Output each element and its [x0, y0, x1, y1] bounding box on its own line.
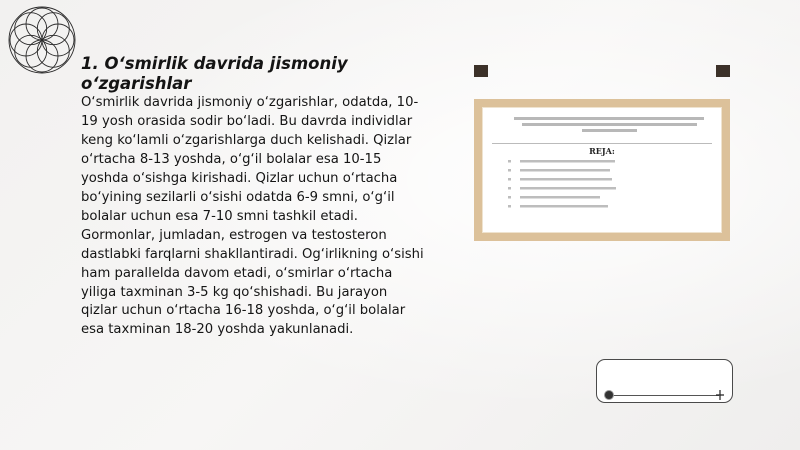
thumbnail-content [492, 114, 712, 227]
thumbnail-list-lines [492, 156, 712, 214]
circle-dot-icon[interactable] [605, 391, 613, 399]
audio-player[interactable] [596, 359, 733, 403]
plus-icon[interactable] [715, 389, 725, 401]
thumbnail-left-tab [474, 65, 488, 77]
slide-title: 1. O‘smirlik davrida jismoniy o‘zgarishlar [81, 54, 348, 93]
player-track[interactable] [609, 395, 719, 396]
spirograph-logo-icon [6, 4, 78, 76]
thumbnail-heading: REJA: [492, 143, 712, 156]
thumbnail-right-tab [716, 65, 730, 77]
slide-thumbnail-image [474, 99, 730, 241]
slide-body-text: O‘smirlik davrida jismoniy o‘zgarishlar, odatda, 10-19 yosh orasida sodir bo‘ladi. Bu davrda individlar keng ko‘lamli o‘zgarishlarga duch kelishadi. Qizlar o‘rtacha 8-13 yoshda, o‘g‘il bolalar esa 10-15 yoshda o‘sishga kirishadi. Qizlar uchun o‘rtacha bo‘yining sezilarli o‘sishi odatda 6-9 smni, o‘g‘il bolalar uchun esa 7-10 smni tashkil etadi. Gormonlar, jumladan, estrogen va testosteron dastlabki farqlarni shakllantiradi. Og‘irlikning o‘sishi ham parallelda davom etadi, o‘smirlar o‘rtacha yiliga taxminan 3-5 kg qo‘shishadi. Bu jarayon qizlar uchun o‘rtacha 16-18 yoshda, o‘g‘il bolalar esa taxminan 18-20 yoshda yakunlanadi. [81, 95, 424, 338]
thumbnail-caption-lines [492, 114, 712, 136]
